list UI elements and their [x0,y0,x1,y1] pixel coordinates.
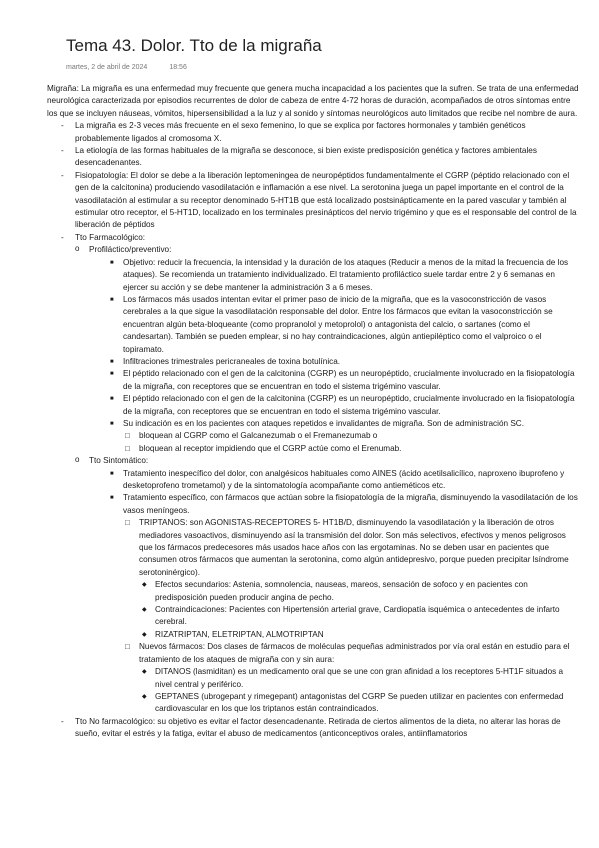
list-item: ◆ Contraindicaciones: Pacientes con Hipertensión arterial grave, Cardiopatía isquémica o antecedentes de infarto cerebral. [139,604,579,629]
section-heading: Tto Sintomático: [89,456,149,466]
list-item-indicacion [107,418,579,455]
note-time: 18:56 [169,64,187,71]
list-item-nuevos [123,641,579,715]
cgrp-sublist [123,430,579,455]
main-list [47,120,579,740]
intro-paragraph: Migraña: La migraña es una enfermedad muy frecuente que genera mucha incapacidad a los pacientes que la sufren. Se trata de una enfermedad neurológica caracterizada por episodios recurrentes de dolor de cabeza de entre 4-72 horas de duración, acompañados de otros síntomas entre los que se incluyen náuseas, vómitos, hipersensibilidad a la luz y al sonido y síntomas neurológicos auto limitados que recibe nel nombre de aura. [47,84,579,118]
note-date: martes, 2 de abril de 2024 [66,64,148,71]
list-item: □ bloquean al CGRP como el Galcanezumab o el Fremanezumab o [123,430,579,442]
nuevos-sublist [139,666,579,716]
profilactico-list [107,257,579,456]
sintomatico-list [107,468,579,716]
especifico-sublist [123,517,579,716]
list-item-text: Su indicación es en los pacientes con ataques repetidos e invalidantes de migraña. Son de administración SC. [123,418,524,428]
list-item: □ bloquean al receptor impidiendo que el CGRP actúe como el Erenumab. [123,443,579,455]
page-title: Tema 43. Dolor. Tto de la migraña [66,36,322,55]
list-item-profilactico [73,244,579,455]
farmacologico-list [73,244,579,715]
note-timestamp [66,64,187,71]
list-item-tto-farmacologico [47,232,579,716]
list-item: ■ El péptido relacionado con el gen de la calcitonina (CGRP) es un neuropéptido, crucialmente involucrado en la fisiopatología de la migraña, con receptores que se encuentran en todo el sistema trigémino vascular. [107,393,579,418]
list-item: ◆ Efectos secundarios: Astenia, somnolencia, nauseas, mareos, sensación de sofoco y en pacientes con predisposición pueden producir angina de pecho. [139,579,579,604]
section-heading: Tto Farmacológico: [75,232,146,242]
section-heading: Profiláctico/preventivo: [89,245,172,255]
list-item-especifico [107,492,579,715]
list-item: ■ El péptido relacionado con el gen de la calcitonina (CGRP) es un neuropéptido, crucialmente involucrado en la fisiopatología de la migraña, con receptores que se encuentran en todo el sistema trigémino vascular. [107,368,579,393]
list-item: - Fisiopatología: El dolor se debe a la liberación leptomeningea de neuropéptidos fundamentalmente el CGRP (péptido relacionado con el gen de la calcitonina) produciendo vasodilatación e inflamación a ese nivel. La serotonina juega un papel importante en el control de la vasodilatación al estimular a su receptor denominado 5-HT1B que está localizado postsinápticamente en la pared vascular y también al estimular otro receptor, el 5-HT1D, localizado en los terminales presinápticos del nervio trigémino y que es el responsable del control de la liberación de péptidos [47,170,579,232]
list-item-text: Tratamiento específico, con fármacos que actúan sobre la fisiopatología de la migraña, disminuyendo la vasodilatación de los vasos meníngeos. [123,493,578,515]
list-item-text: TRIPTANOS: son AGONISTAS-RECEPTORES 5- HT1B/D, disminuyendo la vasodilatación y la liberación de otros mediadores vasoactivos, disminuyendo así la transmisión del dolor. Son más selectivos, efectivos y menos peligrosos que los fármacos predecesores más usados hace años con las ergotaminas. No se deben usar en pacientes que consumen otros fármacos que aumentan la serotonina, como algún antidepresivo, porque pueden precipitar lsíndrome serotoninérgico). [139,518,569,577]
list-item-text: Nuevos fármacos: Dos clases de fármacos de moléculas pequeñas administrados por vía oral están en estudio para el tratamiento de los ataques de migraña con y sin aura: [139,642,570,664]
list-item: ■ Objetivo: reducir la frecuencia, la intensidad y la duración de los ataques (Reducir a menos de la mitad la frecuencia de los ataques). Se recomienda un tratamiento individualizado. El tratamiento profiláctico suele tardar entre 2 y 6 semanas en ejercer su acción y se debe mantener la administración 3 a 6 meses. [107,257,579,294]
note-content[interactable] [47,83,579,741]
list-item: - La etiología de las formas habituales de la migraña se desconoce, si bien existe predisposición genética y factores ambientales desencadenantes. [47,145,579,170]
triptanos-sublist [139,579,579,641]
list-item: ■ Tratamiento inespecífico del dolor, con analgésicos habituales como AINES (ácido acetilsalicílico, naproxeno ibuprofeno y desketoprofeno trometamol) y de la sintomatología acompañante como antieméticos etc. [107,468,579,493]
list-item: ■ Infiltraciones trimestrales pericraneales de toxina botulínica. [107,356,579,368]
list-item: ■ Los fármacos más usados intentan evitar el primer paso de inicio de la migraña, que es la vasoconstricción de vasos cerebrales a la que sigue la vasodilatación responsable del dolor. Entre los fármacos que evitan la vasoconstricción se encuentran algún beta-bloqueante (como propranolol y metoprolol) o antagonista del calcio, o sartanes (como el candesartan). También se pueden emplear, si no hay contraindicaciones, algún antiepiléptico como el valproico o el topiramato. [107,294,579,356]
list-item: ◆ GEPTANES (ubrogepant y rimegepant) antagonistas del CGRP Se pueden utilizar en pacientes con enfermedad cardiovascular en los que los triptanos están contraindicados. [139,691,579,716]
list-item: ◆ DITANOS (lasmiditan) es un medicamento oral que se une con gran afinidad a los receptores 5-HT1F situados a nivel central y periférico. [139,666,579,691]
list-item: - Tto No farmacológico: su objetivo es evitar el factor desencadenante. Retirada de ciertos alimentos de la dieta, no alterar las horas de sueño, evitar el estrés y la fatiga, evitar el abuso de medicamentos (anticonceptivos orales, antiinflamatorios [47,716,579,741]
list-item: - La migraña es 2-3 veces más frecuente en el sexo femenino, lo que se explica por factores hormonales y también genéticos probablemente ligados al cromosoma X. [47,120,579,145]
list-item-triptanos [123,517,579,641]
list-item: ◆ RIZATRIPTAN, ELETRIPTAN, ALMOTRIPTAN [139,629,579,641]
list-item-sintomatico [73,455,579,716]
